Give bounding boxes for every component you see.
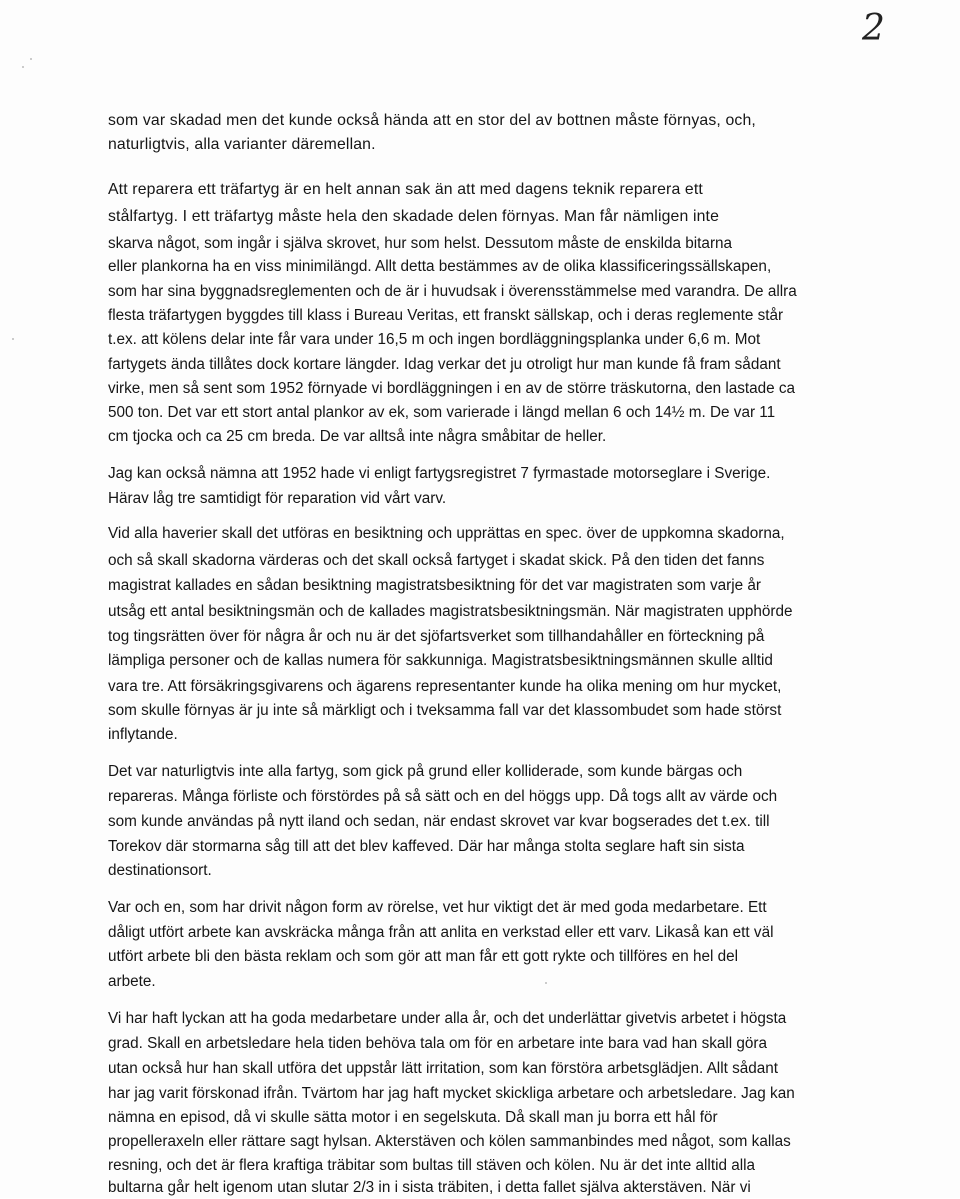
text-line: som kunde användas på nytt iland och sedan, när endast skrovet var kvar bogserades det t.ex. till (108, 813, 770, 830)
text-line: virke, men så sent som 1952 förnyade vi bordläggningen i en av de större träskutorna, den lastade ca (108, 380, 796, 397)
text-line: nämna en episod, då vi skulle sätta motor i en segelskuta. Då skall man ju borra ett hål för (108, 1109, 718, 1126)
text-line: som skulle förnyas är ju inte så märkligt och i tveksamma fall var det klassombudet som hade störst (108, 702, 782, 719)
text-line: flesta träfartygen byggdes till klass i Bureau Veritas, ett franskt sällskap, och i deras reglemente står (108, 307, 784, 324)
text-line: som har sina byggnadsreglementen och de är i huvudsak i överensstämmelse med varandra. De allra (108, 283, 797, 300)
text-line: 500 ton. Det var ett stort antal plankor av ek, som varierade i längd mellan 6 och 14½ m. De var 11 (108, 404, 776, 421)
text-line: eller plankorna ha en viss minimilängd. Allt detta bestämmes av de olika klassificeringssällskapen, (108, 258, 772, 275)
text-line: Var och en, som har drivit någon form av rörelse, vet hur viktigt det är med goda medarbetare. Ett (108, 899, 767, 916)
text-line: resning, och det är flera kraftiga träbitar som bultas till stäven och kölen. Nu är det inte alltid alla (108, 1157, 756, 1174)
scan-speck (545, 982, 547, 984)
page-number: 2 (862, 8, 886, 49)
text-line: Jag kan också nämna att 1952 hade vi enligt fartygsregistret 7 fyrmastade motorseglare i Sverige. (108, 465, 771, 482)
text-line: lämpliga personer och de kallas numera för sakkunniga. Magistratsbesiktningsmännen skulle alltid (108, 652, 773, 669)
text-line: grad. Skall en arbetsledare hela tiden behöva tala om för en arbetare inte bara vad han skall göra (108, 1035, 768, 1052)
text-line: fartygets ända tillåtes dock kortare längder. Idag verkar det ju otroligt hur man kunde få fram sådant (108, 356, 781, 373)
scan-speck (30, 58, 32, 60)
text-line: Att reparera ett träfartyg är en helt annan sak än att med dagens teknik reparera ett (108, 181, 703, 198)
text-line: t.ex. att kölens delar inte får vara under 16,5 m och ingen bordläggningsplanka under 6,6 m. Mot (108, 331, 761, 348)
text-line: dåligt utfört arbete kan avskräcka många från att anlita en verkstad eller ett varv. Likaså kan ett väl (108, 924, 774, 941)
text-line: utfört arbete bli den bästa reklam och som gör att man får ett gott rykte och tillföres en hel del (108, 948, 739, 965)
text-line: repareras. Många förliste och förstördes på så sätt och en del höggs upp. Då togs allt av värde och (108, 788, 778, 805)
text-line: propelleraxeln eller rättare sagt hylsan. Akterstäven och kölen sammanbindes med något, som kallas (108, 1133, 791, 1150)
text-line: har jag varit förskonad ifrån. Tvärtom har jag haft mycket skickliga arbetare och arbetsledare. Jag kan (108, 1085, 795, 1102)
text-line: inflytande. (108, 726, 178, 743)
text-line: stålfartyg. I ett träfartyg måste hela den skadade delen förnyas. Man får nämligen inte (108, 208, 720, 225)
text-line: naturligtvis, alla varianter däremellan. (108, 136, 376, 153)
text-line: arbete. (108, 973, 156, 990)
text-line: Vid alla haverier skall det utföras en besiktning och upprättas en spec. över de uppkomna skadorna, (108, 525, 785, 542)
text-line: som var skadad men det kunde också hända att en stor del av bottnen måste förnyas, och, (108, 112, 756, 129)
text-line: tog tingsrätten över för några år och nu är det sjöfartsverket som tillhandahåller en förteckning på (108, 628, 765, 645)
text-line: Härav låg tre samtidigt för reparation vid vårt varv. (108, 490, 447, 507)
text-line: cm tjocka och ca 25 cm breda. De var alltså inte några småbitar de heller. (108, 428, 607, 445)
text-line: utan också hur han skall utföra det uppstår lätt irritation, som kan förstöra arbetsglädjen. Allt sådant (108, 1060, 779, 1077)
scan-speck (12, 338, 14, 340)
text-line: magistrat kallades en sådan besiktning magistratsbesiktning för det var magistraten som varje år (108, 577, 761, 594)
text-line: skarva något, som ingår i själva skrovet, hur som helst. Dessutom måste de enskilda bitarna (108, 235, 733, 252)
text-line: Vi har haft lyckan att ha goda medarbetare under alla år, och det underlättar givetvis arbetet i högsta (108, 1010, 787, 1027)
scan-speck (22, 66, 24, 68)
text-line: utsåg ett antal besiktningsmän och de kallades magistratsbesiktningsmän. När magistraten upphörde (108, 603, 793, 620)
text-line: bultarna går helt igenom utan slutar 2/3 in i sista träbiten, i detta fallet själva akterstäven. När vi (108, 1179, 751, 1196)
text-line: vara tre. Att försäkringsgivarens och ägarens representanter kunde ha olika mening om hur mycket, (108, 678, 782, 695)
text-line: Torekov där stormarna såg till att det blev kaffeved. Där har många stolta seglare haft sin sista (108, 838, 745, 855)
text-line: och så skall skadorna värderas och det skall också fartyget i skadat skick. På den tiden det fanns (108, 552, 765, 569)
text-line: Det var naturligtvis inte alla fartyg, som gick på grund eller kolliderade, som kunde bärgas och (108, 763, 743, 780)
text-line: destinationsort. (108, 862, 212, 879)
